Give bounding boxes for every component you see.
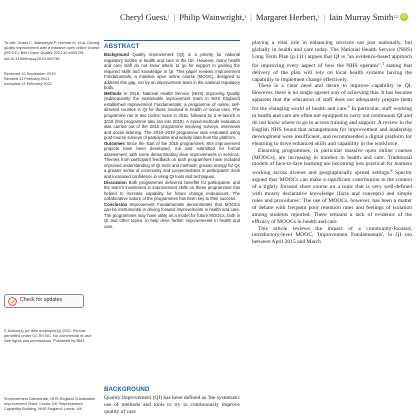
citation-text: To cite: Guest C, Wainwright P, Herbert M, et al. Driving quality improvement with a massive open online course (MOOC). BMJ Open Quality 2021;10:e000781. doi:10.1136/bmjoq-2019-000781 (4, 40, 100, 61)
background-text: Quality improvement (QI) has been defined as 'the systematic use of methods and tools to try to continuously improve quality of care (104, 395, 240, 415)
author-separator: | (173, 12, 176, 22)
author-affiliation-ref: 1 (244, 15, 247, 19)
abstract-subheading: Methods (104, 90, 122, 96)
body-paragraph (252, 40, 412, 83)
abstract-text: Improvement Fundamentals demonstrates that MOOCs can be instrumental in driving forward improvements in health and care. The programmes may have utility as a model for future MOOCs, both in QI and other topics, to help drive further improvements in health and care. (104, 201, 240, 229)
author-separator: | (250, 12, 252, 22)
abstract-section (104, 40, 240, 376)
check-for-updates-icon (8, 297, 17, 306)
abstract-subheading: Conclusion (104, 201, 128, 207)
body-text: stating that delivery of the plan will rely on local health systems having the capability to implement change effectively. (252, 62, 412, 83)
article-sidebar (4, 40, 100, 416)
abstract-text: Quality improvement (QI) is a priority for national regulatory bodies in health and care in the UK. However, many health and care staff do not know where to go for support in gaining the required skills and knowledge in QI. This paper reviews Improvement Fundamentals, a massive open online course (MOOC), designed to address this gap, run by an improvement team in the national regulatory body. (104, 52, 240, 91)
body-column (252, 40, 412, 420)
abstract-subheading: Outcomes (104, 140, 125, 146)
affiliations: ¹Improvement Directorate, NHS England Sustainable Improvement Team, Leeds, UK ²Improvement Capability Building, NHS England, Leeds, UK (4, 396, 96, 412)
check-for-updates-button[interactable] (4, 294, 84, 308)
citation-ref[interactable]: 3 (382, 61, 384, 66)
author-affiliation-ref: 1 (317, 15, 320, 19)
abstract-paragraph (104, 91, 240, 141)
abstract-text: In 2015, National Health Service (NHS) Improving Quality (subsequently the sustainable improvement team in NHS England) established Improvement Fundamentals: a programme of online, self-directed courses in QI for those involved in health or social care. The programme ran in two cycles: twice in 2015, followed by a re-launch in 2018 (this programme also ran into 2019). A mixed-methods evaluation was carried out of the 2015 programme involving surveys, interviews and social listening. The 2018–2019 programme was evaluated using post-course surveys of participants and activity data from the platform. (104, 90, 240, 141)
body-paragraph (252, 148, 412, 226)
check-for-updates-label: Check for updates (20, 297, 63, 304)
abstract-heading: ABSTRACT (104, 43, 140, 50)
citation-ref[interactable]: 6 (390, 169, 393, 174)
body-paragraph (252, 226, 412, 247)
orcid-icon[interactable]: iD (401, 14, 407, 20)
license-statement: © Author(s) (or their employer(s)) 2021. Re-use permitted under CC BY-NC. No commercial re-use. See rights and permissions. Published by BMJ. (4, 328, 93, 344)
author-affiliation-ref: 1,2 (393, 15, 398, 19)
citation-block (4, 40, 100, 61)
author-name: Iain Murray Smith (329, 12, 394, 22)
background-heading: BACKGROUND (104, 386, 150, 393)
body-paragraph (252, 83, 412, 147)
accepted-date: Accepted 22 February 2021 (4, 81, 53, 87)
author-separator: | (323, 12, 326, 22)
abstract-subheading: Discussion (104, 179, 127, 185)
body-text: Elearning programmes, in particular massive open online courses (MOOCs), are increasing in number in health and care. Traditional models of face-to-face learning are becoming less practical for learners working across diverse and geographically spread settings. (252, 147, 412, 177)
received-date: Received 10 September 2019 (4, 70, 56, 76)
body-text: Spector argued that 'MOOCs can make a significant contribution in the context of a tightly focused short course on a topic that is very well-defined with mostly declarative knowledge (facts and concepts) and simple rules and procedures'. The use of MOOCs, however, has been a matter of debate with frequent poor retention rates and feelings of isolation among students reported. There remains a lack of evidence of the efficacy of MOOCs in health and care. (252, 170, 412, 225)
author-affiliation-ref: 1 (167, 15, 170, 19)
body-text: playing a vital role in enhancing services not just nationally, but globally in health and care today. The National Health Service (NHS) Long Term Plan (p.111) argues that QI is "an evidence-based approach for improving every aspect of how the NHS operates", (252, 40, 412, 69)
citation-ref[interactable]: 4 (347, 105, 350, 110)
abstract-paragraph (104, 180, 240, 202)
author-name: Margaret Herbert, (255, 12, 318, 22)
revised-date: Revised 11 February 2021 (4, 76, 50, 82)
dates-block (4, 71, 100, 87)
abstract-paragraph (104, 141, 240, 180)
body-text: There is a clear need and desire to improve capability in QI. However, there is no single agreed way of achieving this. It has become apparent that the education of staff does not adequately prepare them for the changing world of health and care. (252, 83, 412, 113)
abstract-paragraph (104, 52, 240, 91)
abstract-paragraph (104, 202, 240, 230)
abstract-text: Both programmes delivered benefits for participants, and the team's investment in improvement skills on these programmes has helped to increase capability for future change endeavours. The collaborative nature of the programmes has been key to their success. (104, 179, 240, 202)
author-name: Philip Wainwright, (179, 12, 245, 22)
body-text: This article reviews the impact of a community-focused, introductory-level MOOC, 'Improvement Fundamentals', in QI run between April 2015 and March (252, 225, 412, 246)
abstract-body (104, 52, 240, 230)
body-text: In particular, staff working in health and care are often not equipped to carry out continuous QI and do not know where to go to access training and support. A review in the English NHS found that arrangements for improvement and leadership development were insufficient, and recommended a digital platform for elearning to drive enhanced skills and capability in the workforce. (252, 106, 412, 147)
author-name: Cheryl Guest, (120, 12, 168, 22)
abstract-text: Since the start of the 2015 programmes, 604 improvement projects have been developed, run and submitted for formal assessment, with some demonstrating clear improvements in services. Themes from participant feedback on both programmes have included improved understanding of QI tools and methods; greater energy for QI; a greater sense of community and connectedness in participants' work and increased confidence in using QI tools and techniques. (104, 140, 240, 180)
author-line (120, 6, 416, 28)
abstract-subheading: Background (104, 52, 129, 57)
